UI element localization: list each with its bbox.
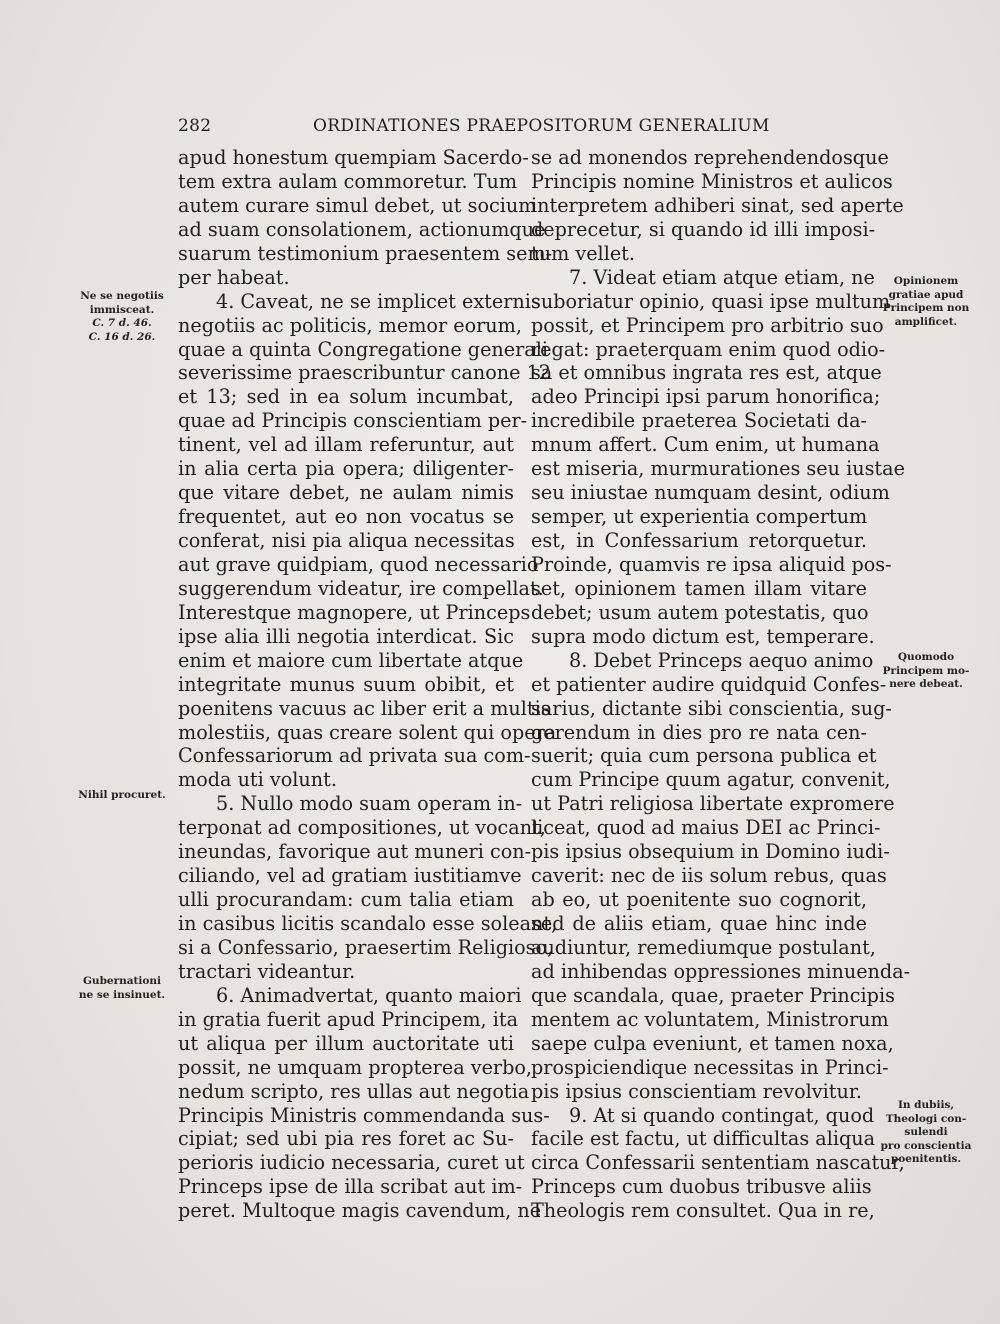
- left-column-line: per habeat.: [178, 265, 290, 289]
- right-column-line: pis ipsius conscientiam revolvitur.: [531, 1079, 863, 1103]
- margin-note-line: immisceat.: [89, 303, 155, 316]
- left-column-line: in gratia fuerit apud Principem, ita: [178, 1007, 519, 1031]
- right-column-line: suerit; quia cum persona publica et: [531, 744, 877, 768]
- margin-note-line: poenitentis.: [890, 1153, 962, 1165]
- right-column-line: pis ipsius obsequium in Domino iudi-: [531, 840, 890, 864]
- right-column-line: supra modo dictum est, temperare.: [531, 624, 875, 648]
- left-column-line: poenitens vacuus ac liber erit a multis: [178, 696, 551, 720]
- left-column-line: Interestque magnopere, ut Princeps: [178, 600, 531, 624]
- left-column-line: perioris iudicio necessaria, curet ut: [178, 1151, 525, 1175]
- left-column-line: apud honestum quempiam Sacerdo-: [178, 146, 529, 169]
- left-column-line: 6. Animadvertat, quanto maiori: [216, 983, 522, 1007]
- right-column-line: adeo Principi ipsi parum honorifica;: [531, 385, 881, 409]
- right-column-line: 9. At si quando contingat, quod: [569, 1103, 875, 1127]
- left-column-line: 5. Nullo modo suam operam in-: [216, 792, 523, 816]
- margin-note-line: pro conscientia: [880, 1139, 972, 1152]
- right-column-line: sa et omnibus ingrata res est, atque: [531, 361, 882, 385]
- right-column-line: deprecetur, si quando id illi imposi-: [531, 217, 876, 241]
- right-column-line: seu iniustae numquam desint, odium: [531, 481, 890, 505]
- left-column-line: severissime praescribuntur canone 12: [178, 361, 551, 385]
- margin-note-reference: C. 7 d. 46.: [92, 317, 152, 329]
- right-column-line: debet; usum autem potestatis, quo: [531, 600, 869, 624]
- left-column-line: frequentet, aut eo non vocatus se: [178, 505, 514, 529]
- right-column-line: sarius, dictante sibi conscientia, sug-: [531, 696, 892, 720]
- page-number: 282: [178, 116, 212, 136]
- left-column-line: tinent, vel ad illam referuntur, aut: [178, 433, 514, 457]
- left-column-line: in alia certa pia opera; diligenter-: [178, 457, 514, 481]
- margin-note-line: Nihil procuret.: [78, 789, 166, 801]
- left-column-line: 4. Caveat, ne se implicet externis: [216, 289, 541, 313]
- right-column-line: semper, ut experientia compertum: [531, 505, 868, 529]
- left-text-column: [178, 146, 558, 1223]
- left-column-line: molestiis, quas creare solent qui opera: [178, 720, 557, 744]
- left-column-line: moda uti volunt.: [178, 768, 337, 792]
- right-column-line: interpretem adhiberi sinat, sed aperte: [531, 193, 904, 217]
- right-column-line: ab eo, ut poenitente suo cognorit,: [531, 888, 867, 912]
- left-column-line: ad suam consolationem, actionumque: [178, 217, 546, 241]
- left-column-line: si a Confessario, praesertim Religioso,: [178, 935, 554, 959]
- right-column-line: Princeps cum duobus tribusve aliis: [531, 1175, 872, 1199]
- left-column-line: ulli procurandam: cum talia etiam: [178, 888, 514, 912]
- margin-note-opinionem: [872, 275, 980, 329]
- margin-note-line: Theologi con-: [885, 1112, 967, 1125]
- margin-note-line: Principem non: [882, 302, 970, 314]
- right-column-line: et patienter audire quidquid Confes-: [531, 672, 887, 696]
- left-column-line: que vitare debet, ne aulam nimis: [178, 481, 514, 505]
- left-column-line: integritate munus suum obibit, et: [178, 672, 514, 696]
- left-column-line: tem extra aulam commoretur. Tum: [178, 169, 518, 193]
- margin-note-ne-se-negotiis: [66, 290, 178, 344]
- margin-note-nihil-procuret: [66, 789, 178, 803]
- left-column-line: suarum testimonium praesentem sem-: [178, 241, 553, 265]
- right-text-column: [531, 146, 911, 1223]
- right-column-line: Theologis rem consultet. Qua in re,: [531, 1199, 875, 1223]
- left-column-line: ciliando, vel ad gratiam iustitiamve: [178, 864, 522, 888]
- right-column-line: Principis nomine Ministros et aulicos: [531, 169, 893, 193]
- right-column-line: est, in Confessarium retorquetur.: [531, 529, 867, 552]
- right-column-line: mentem ac voluntatem, Ministrorum: [531, 1007, 889, 1031]
- margin-note-line: Gubernationi: [82, 975, 162, 987]
- left-column-line: aut grave quidpiam, quod necessario: [178, 552, 539, 576]
- left-column-line: ipse alia illi negotia interdicat. Sic: [178, 624, 514, 648]
- right-column-line: tum vellet.: [531, 241, 635, 265]
- left-column-line: in casibus licitis scandalo esse soleant,: [178, 912, 558, 935]
- running-head: [178, 116, 868, 140]
- margin-note-line: sulendi: [904, 1126, 948, 1138]
- left-column-line: conferat, nisi pia aliqua necessitas: [178, 529, 515, 552]
- right-column-line: ut Patri religiosa libertate expromere: [531, 792, 895, 816]
- right-column-line: gerendum in dies pro re nata cen-: [531, 720, 867, 744]
- margin-note-line: nere debeat.: [889, 678, 963, 690]
- left-column-line: Principis Ministris commendanda sus-: [178, 1103, 550, 1127]
- left-column-line: nedum scripto, res ullas aut negotia: [178, 1079, 530, 1103]
- right-column-line: regat: praeterquam enim quod odio-: [531, 337, 886, 361]
- left-column-line: terponat ad compositiones, ut vocant,: [178, 816, 546, 840]
- left-column-line: suggerendum videatur, ire compellat.: [178, 576, 544, 600]
- margin-note-line: In dubiis,: [897, 1099, 955, 1111]
- right-column-line: sed de aliis etiam, quae hinc inde: [531, 912, 867, 935]
- right-column-line: 7. Videat etiam atque etiam, ne: [569, 265, 875, 289]
- left-column-line: quae a quinta Congregatione generali: [178, 337, 549, 361]
- left-column-line: Confessariorum ad privata sua com-: [178, 744, 531, 768]
- right-column-line: circa Confessarii sententiam nascatur,: [531, 1151, 905, 1175]
- right-column-line: liceat, quod ad maius DEI ac Princi-: [531, 816, 881, 840]
- left-column-line: enim et maiore cum libertate atque: [178, 648, 524, 672]
- margin-note-in-dubiis: [872, 1099, 980, 1167]
- margin-note-line: Principem mo-: [882, 664, 970, 677]
- left-column-line: tractari videantur.: [178, 959, 356, 983]
- margin-note-line: Quomodo: [897, 651, 955, 663]
- right-column-line: caverit: nec de iis solum rebus, quas: [531, 864, 887, 888]
- right-column-line: que scandala, quae, praeter Principis: [531, 983, 895, 1007]
- left-column-line: quae ad Principis conscientiam per-: [178, 409, 528, 433]
- left-column-line: et 13; sed in ea solum incumbat,: [178, 385, 514, 409]
- margin-note-line: Ne se negotiis: [80, 290, 164, 302]
- right-column-line: ad inhibendas oppressiones minuenda-: [531, 959, 911, 983]
- left-column-line: autem curare simul debet, ut socium: [178, 193, 537, 217]
- right-column-line: mnum affert. Cum enim, ut humana: [531, 433, 880, 457]
- margin-note-line: Opinionem: [893, 275, 959, 287]
- right-column-line: est miseria, murmurationes seu iustae: [531, 457, 905, 481]
- left-column-line: Princeps ipse de illa scribat aut im-: [178, 1175, 523, 1199]
- right-column-line: incredibile praeterea Societati da-: [531, 409, 867, 433]
- right-column-line: facile est factu, ut difficultas aliqua: [531, 1127, 876, 1151]
- right-column-line: audiuntur, remediumque postulant,: [531, 935, 876, 959]
- left-column-line: cipiat; sed ubi pia res foret ac Su-: [178, 1127, 514, 1151]
- margin-note-gubernationi: [66, 975, 178, 1002]
- margin-note-line: ne se insinuet.: [78, 988, 166, 1001]
- margin-note-line: gratiae apud: [888, 288, 964, 301]
- left-column-line: peret. Multoque magis cavendum, ne: [178, 1199, 542, 1223]
- right-column-line: suboriatur opinio, quasi ipse multum: [531, 289, 891, 313]
- left-column-line: ut aliqua per illum auctoritate uti: [178, 1031, 514, 1055]
- right-column-line: Proinde, quamvis re ipsa aliquid pos-: [531, 552, 892, 576]
- margin-note-quomodo: [872, 651, 980, 692]
- left-column-line: ineundas, favorique aut muneri con-: [178, 840, 532, 864]
- running-title: ORDINATIONES PRAEPOSITORUM GENERALIUM: [313, 116, 770, 136]
- left-column-line: possit, ne umquam propterea verbo,: [178, 1055, 533, 1079]
- margin-note-line: amplificet.: [894, 315, 958, 328]
- margin-note-reference: C. 16 d. 26.: [88, 330, 156, 343]
- left-column-line: negotiis ac politicis, memor eorum,: [178, 313, 522, 337]
- right-column-line: saepe culpa eveniunt, et tamen noxa,: [531, 1031, 894, 1055]
- right-column-line: prospiciendique necessitas in Princi-: [531, 1055, 889, 1079]
- right-column-line: set, opinionem tamen illam vitare: [531, 576, 867, 600]
- right-column-line: 8. Debet Princeps aequo animo: [569, 648, 874, 672]
- right-column-line: cum Principe quum agatur, convenit,: [531, 768, 891, 792]
- right-column-line: possit, et Principem pro arbitrio suo: [531, 313, 884, 337]
- right-column-line: se ad monendos reprehendendosque: [531, 146, 889, 169]
